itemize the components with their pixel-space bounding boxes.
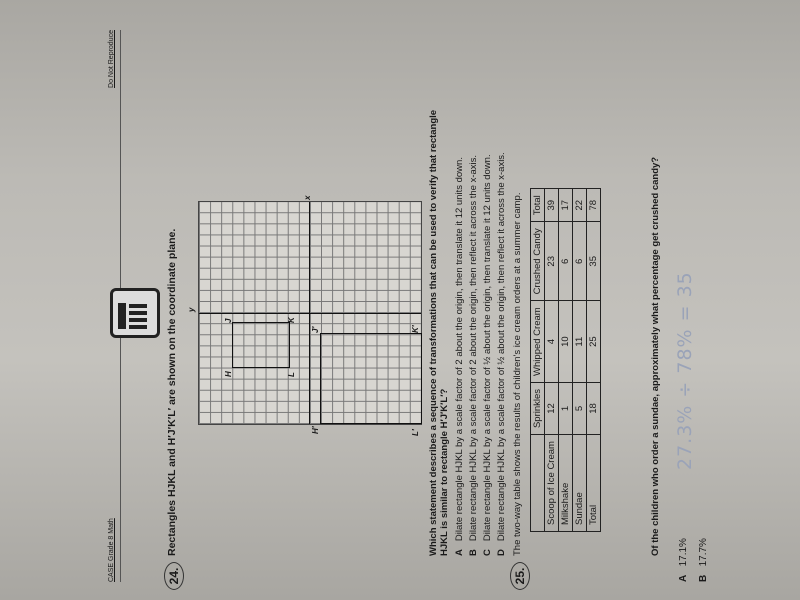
table-cell: 10	[559, 301, 573, 383]
x-axis-label: x	[303, 195, 312, 200]
y-axis-label: y	[187, 307, 196, 312]
point-k-prime: K′	[411, 325, 420, 333]
point-k: K	[287, 317, 296, 323]
table-cell: Total	[587, 435, 601, 532]
table-cell: 1	[559, 382, 573, 434]
table-cell: 4	[545, 301, 559, 383]
table-header-row	[531, 189, 545, 532]
option-a-25[interactable]	[678, 538, 689, 582]
table-cell: Milkshake	[559, 435, 573, 532]
rectangle-hjkl	[232, 322, 290, 368]
option-a-text: Dilate rectangle HJKL by a scale factor of 2 about the origin, then translate it 12 units down.	[454, 157, 465, 542]
table-header-cell: Total	[531, 189, 545, 222]
two-way-table	[530, 188, 601, 532]
table-cell: 12	[545, 382, 559, 434]
table-row	[573, 189, 587, 532]
table-cell: 25	[587, 301, 601, 383]
option-b-text: Dilate rectangle HJKL by a scale factor of 2 about the origin, then reflect it across the x-axis.	[468, 154, 479, 542]
table-cell: 18	[587, 382, 601, 434]
option-c-letter: C	[482, 549, 493, 556]
table-cell: Scoop of Ice Cream	[545, 435, 559, 532]
option-b-25[interactable]	[698, 538, 709, 582]
option-b-letter: B	[468, 549, 479, 556]
option-c[interactable]	[482, 154, 493, 556]
question-24-number: 24.	[164, 562, 184, 590]
table-cell: 6	[573, 222, 587, 301]
table-header-cell: Sprinkles	[531, 382, 545, 434]
table-header-cell: Crushed Candy	[531, 222, 545, 301]
option-letter: B	[698, 574, 709, 582]
table-cell: 11	[573, 301, 587, 383]
question-25-prompt: The two-way table shows the results of children's ice cream orders at a summer camp.	[512, 192, 523, 556]
option-d-letter: D	[496, 549, 507, 556]
option-d[interactable]	[496, 152, 507, 556]
option-d-text: Dilate rectangle HJKL by a scale factor of ½ about the origin, then reflect it across the x-axis.	[496, 152, 507, 542]
option-a[interactable]	[454, 157, 465, 556]
coordinate-plane	[187, 195, 422, 436]
y-axis	[199, 313, 421, 314]
table-header-cell	[531, 435, 545, 532]
worksheet-page	[0, 10, 800, 600]
point-j-prime: J′	[311, 326, 320, 333]
option-letter: A	[678, 574, 689, 582]
point-h-prime: H′	[311, 426, 320, 434]
table-row	[587, 189, 601, 532]
table-cell: 23	[545, 222, 559, 301]
question-24-stem: Which statement describes a sequence of transformations that can be used to verify that rectangle HJKL is similar to rectangle H′J′K′L′?	[428, 109, 450, 556]
copyright-notice: Do Not Reproduce	[108, 30, 115, 88]
calculator-icon	[110, 288, 160, 338]
table-cell: 39	[545, 189, 559, 222]
table-row	[545, 189, 559, 532]
question-24-prompt: Rectangles HJKL and H′J′K′L′ are shown on the coordinate plane.	[166, 228, 178, 556]
table-cell: 35	[587, 222, 601, 301]
option-b[interactable]	[468, 155, 479, 556]
option-a-letter: A	[454, 549, 465, 556]
rectangle-hjkl-prime	[320, 333, 422, 424]
table-cell: Sundae	[573, 435, 587, 532]
course-header: CASE Grade 8 Math	[108, 518, 115, 582]
point-h: H	[224, 371, 233, 377]
point-j: J	[224, 318, 233, 323]
table-cell: 17	[559, 189, 573, 222]
option-text: 17.7%	[698, 538, 709, 567]
table-cell: 5	[573, 382, 587, 434]
handwritten-work: 27.3% ÷ 78% = 35	[674, 271, 696, 470]
question-25-stem: Of the children who order a sundae, approximately what percentage get crushed candy?	[650, 156, 661, 556]
question-25-number: 25.	[510, 562, 530, 590]
option-text: 17.1%	[678, 538, 689, 567]
table-cell: 6	[559, 222, 573, 301]
option-c-text: Dilate rectangle HJKL by a scale factor of ½ about the origin, then translate it 12 units down.	[482, 154, 493, 542]
table-header-cell: Whipped Cream	[531, 301, 545, 383]
point-l: L	[287, 372, 296, 377]
table-row	[559, 189, 573, 532]
table-cell: 78	[587, 189, 601, 222]
table-cell: 22	[573, 189, 587, 222]
point-l-prime: L′	[411, 429, 420, 436]
